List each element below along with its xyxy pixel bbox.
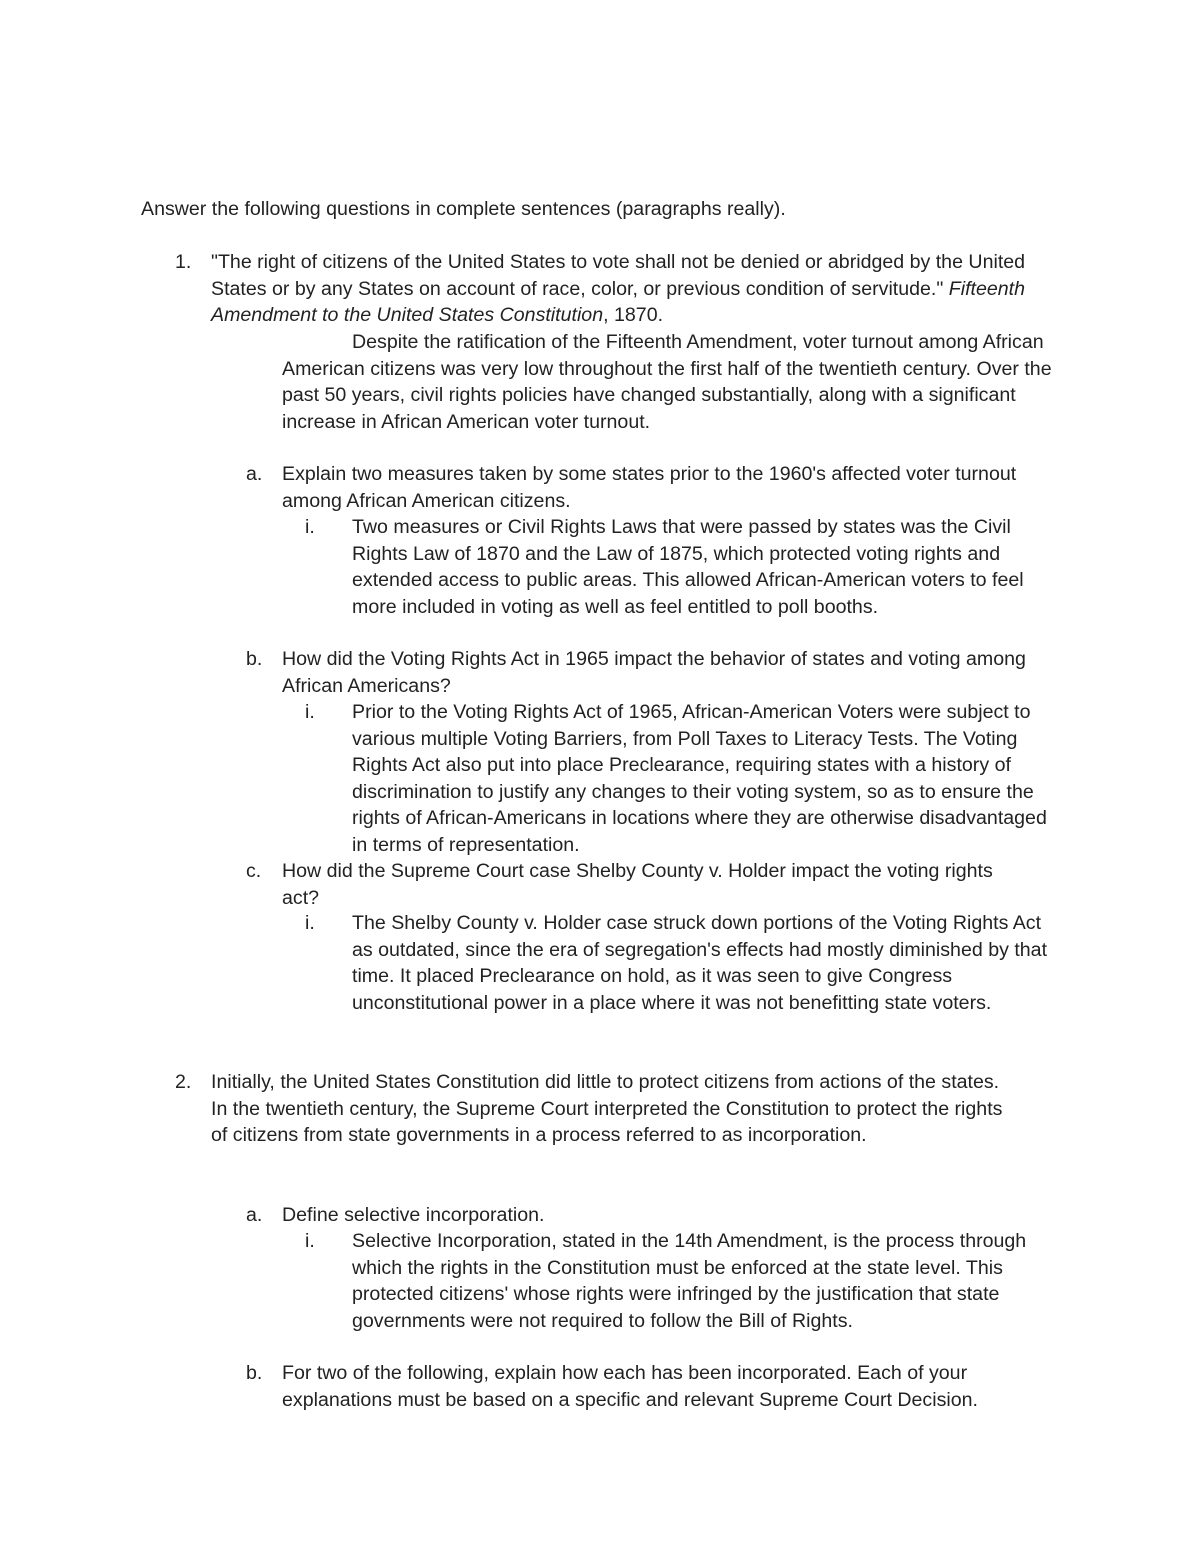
instructions: Answer the following questions in complete sentences (paragraphs really). xyxy=(141,198,786,220)
q1c-letter: c. xyxy=(246,860,262,882)
q1b-answer-marker: i. xyxy=(305,701,315,723)
q2b-question: For two of the following, explain how each has been incorporated. Each of your explanations must be based on a specific and relevant Supreme Court Decision. xyxy=(282,1362,978,1411)
q1a-letter: a. xyxy=(246,463,263,485)
q1b-letter: b. xyxy=(246,648,263,670)
q1c-answer-marker: i. xyxy=(305,912,315,934)
q2a-question: Define selective incorporation. xyxy=(282,1204,545,1226)
q1a-answer: Two measures or Civil Rights Laws that were passed by states was the Civil Rights Law of 1870 and the Law of 1875, which protected voting rights and extended access to public areas. This allowed African-American voters to feel more included in voting as well as feel entitled to poll booths. xyxy=(352,516,1024,618)
q1c-answer: The Shelby County v. Holder case struck down portions of the Voting Rights Act as outdated, since the era of segregation's effects had mostly diminished by that time. It placed Preclearance on hold, as it was seen to give Congress unconstitutional power in a place where it was not benefitting state voters. xyxy=(352,912,1048,1014)
q2-number: 2. xyxy=(175,1071,192,1093)
q1-quote-block xyxy=(211,249,1051,329)
q2a-answer: Selective Incorporation, stated in the 14th Amendment, is the process through which the rights in the Constitution must be enforced at the state level. This protected citizens' whose rights were infringed by the justification that state governments were not required to follow the Bill of Rights. xyxy=(352,1230,1027,1332)
q1-quote: "The right of citizens of the United States to vote shall not be denied or abridged by the United States or by any States on account of race, color, or previous condition of servitude." xyxy=(211,251,1026,300)
q2a-letter: a. xyxy=(246,1204,263,1226)
q1-source-title: Fifteenth Amendment to the United States Constitution xyxy=(211,277,1026,326)
q1-source-year: , 1870. xyxy=(603,304,664,326)
q1-context: Despite the ratification of the Fifteenth Amendment, voter turnout among African American citizens was very low throughout the first half of the twentieth century. Over the past 50 years, civil rights policies have changed substantially, along with a significant increase in African American voter turnout. xyxy=(282,331,1052,433)
q1b-answer: Prior to the Voting Rights Act of 1965, African-American Voters were subject to various multiple Voting Barriers, from Poll Taxes to Literacy Tests. The Voting Rights Act also put into place Preclearance, requiring states with a history of discrimination to justify any changes to their voting system, so as to ensure the rights of African-Americans in locations where they are otherwise disadvantaged in terms of representation. xyxy=(352,701,1047,856)
q2a-answer-marker: i. xyxy=(305,1230,315,1252)
q1b-question: How did the Voting Rights Act in 1965 impact the behavior of states and voting among African Americans? xyxy=(282,648,1026,697)
q1-number: 1. xyxy=(175,251,192,273)
q2-prompt: Initially, the United States Constitution did little to protect citizens from actions of the states. In the twentieth century, the Supreme Court interpreted the Constitution to protect the rights of citizens from state governments in a process referred to as incorporation. xyxy=(211,1071,1003,1146)
q1a-question: Explain two measures taken by some states prior to the 1960's affected voter turnout among African American citizens. xyxy=(282,463,1017,512)
q1c-question: How did the Supreme Court case Shelby County v. Holder impact the voting rights act? xyxy=(282,860,993,909)
q2b-letter: b. xyxy=(246,1362,263,1384)
q1a-answer-marker: i. xyxy=(305,516,315,538)
